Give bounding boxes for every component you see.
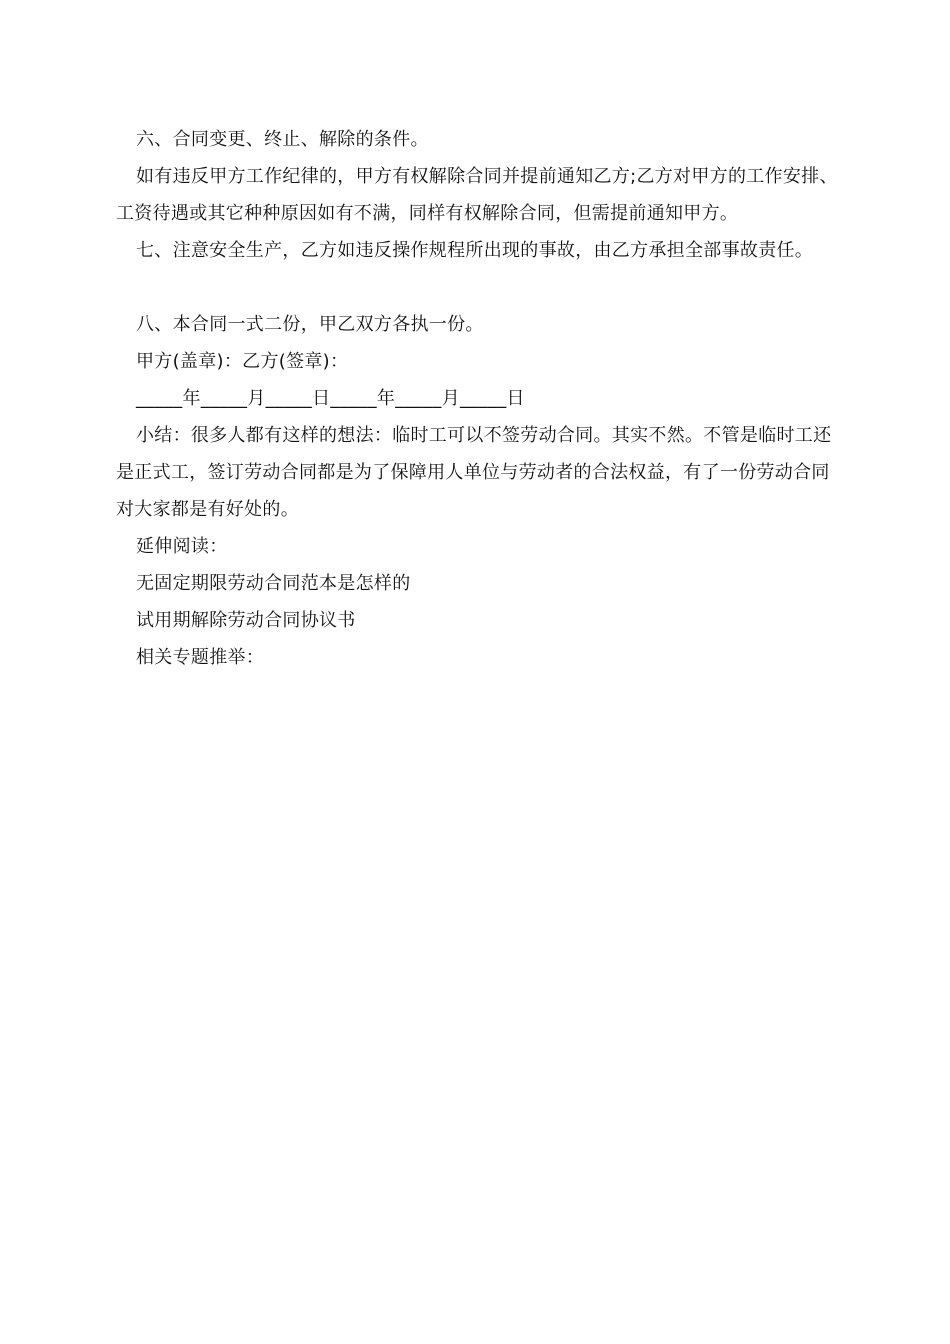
further-reading-link-1[interactable]: 无固定期限劳动合同范本是怎样的 (136, 573, 411, 594)
signature-line: 甲方(盖章)：乙方(签章)： (136, 351, 349, 372)
summary-paragraph: 小结：很多人都有这样的想法：临时工可以不签劳动合同。其实不然。不管是临时工还是正式工，签订劳动合同都是为了保障用人单位与劳动者的合法权益，有了一份劳动合同对大家都是有好处的。 (116, 425, 832, 520)
further-reading-link-2[interactable]: 试用期解除劳动合同协议书 (136, 610, 356, 631)
related-topics-label: 相关专题推举： (136, 647, 265, 668)
document-body (116, 121, 842, 676)
clause-8: 八、本合同一式二份，甲乙双方各执一份。 (136, 314, 484, 335)
clause-6-heading: 六、合同变更、终止、解除的条件。 (136, 129, 429, 150)
paragraph-spacer (116, 269, 842, 306)
clause-6-body: 如有违反甲方工作纪律的，甲方有权解除合同并提前通知乙方;乙方对甲方的工作安排、工资待遇或其它种种原因如有不满，同样有权解除合同，但需提前通知甲方。 (116, 166, 838, 224)
date-line: _____年_____月_____日_____年_____月_____日 (136, 388, 525, 409)
clause-7: 七、注意安全生产，乙方如违反操作规程所出现的事故，由乙方承担全部事故责任。 (136, 240, 814, 261)
further-reading-label: 延伸阅读： (136, 536, 228, 557)
